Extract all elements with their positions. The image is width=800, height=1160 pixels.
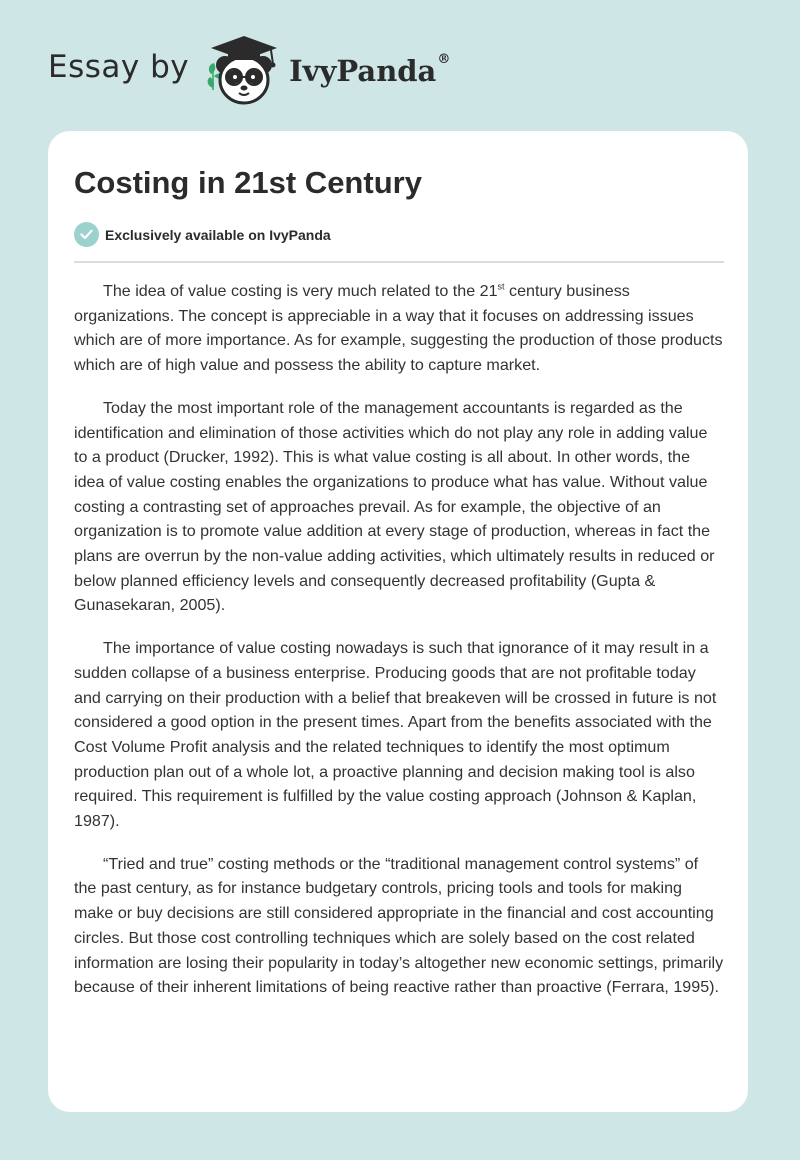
exclusive-badge-label: Exclusively available on IvyPanda [105, 226, 331, 243]
brand-name[interactable]: IvyPanda® [289, 52, 451, 88]
essay-by-label: Essay by [48, 49, 190, 85]
paragraph: The idea of value costing is very much related to the 21st century business organizations. The concept is appreciable in a way that it focuses on addressing issues which are of more importance. As for example, suggesting the production of those products which are of high value and possess the ability to capture market. [74, 281, 723, 375]
check-circle-icon [74, 222, 99, 247]
paragraph: The importance of value costing nowadays is such that ignorance of it may result in a sudden collapse of a business enterprise. Producing goods that are not profitable today and carrying on their production with a belief that breakeven will be crossed in future is not considered a good option in the present times. Apart from the benefits associated with the Cost Volume Profit analysis and the related techniques to identify the most optimum production plan out of a whole lot, a proactive planning and decision making tool is also required. This requirement is fulfilled by the value costing approach (Johnson & Kaplan, 1987). [74, 639, 717, 831]
exclusive-badge [74, 222, 331, 247]
registered-mark: ® [437, 52, 451, 67]
paragraph: “Tried and true” costing methods or the “traditional management control systems” of the past century, as for instance budgetary controls, pricing tools and tools for making make or buy decisions are still considered appropriate in the financial and cost accounting circles. But those cost controlling techniques which are solely based on the cost related information are losing their popularity in today’s altogether new economic settings, primarily because of their inherent limitations of being reactive rather than proactive (Ferrara, 1995). [74, 854, 724, 997]
site-header [48, 30, 450, 110]
page-title: Costing in 21st Century [74, 165, 422, 200]
divider [74, 261, 724, 263]
essay-card [48, 131, 748, 1112]
essay-body [74, 279, 724, 1018]
paragraph: Today the most important role of the management accountants is regarded as the identification and elimination of those activities which do not play any role in adding value to a product (Drucker, 1992). This is what value costing is all about. In other words, the idea of value costing enables the organizations to produce what has value. Without value costing a contrasting set of approaches prevail. As for example, the objective of an organization is to promote value addition at every stage of production, whereas in fact the plans are overrun by the non-value adding activities, which ultimately results in reduced or below planned efficiency levels and consequently decreased profitability (Gupta & Gunasekaran, 2005). [74, 398, 715, 615]
ivypanda-logo-icon[interactable] [201, 30, 285, 110]
